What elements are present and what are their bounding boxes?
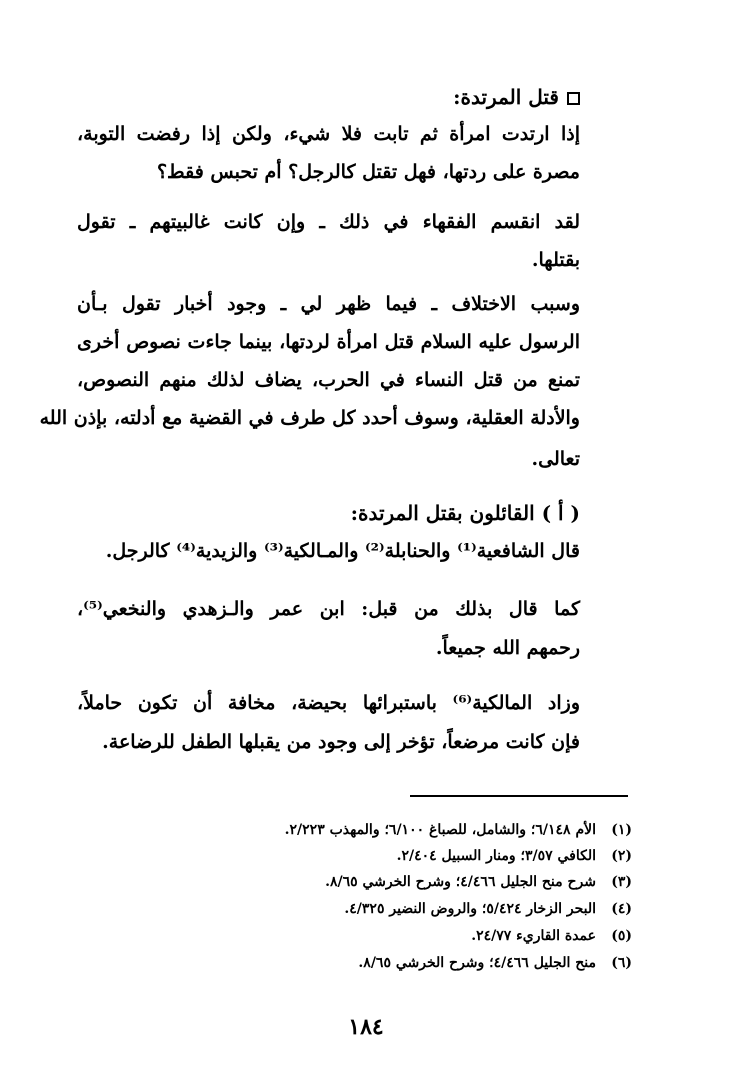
body-line-3: لقد انقسم الفقهاء في ذلك ـ وإن كانت غالبيتهم ـ تقول [77, 211, 580, 233]
footnote-number: (١) [611, 822, 632, 838]
footnote-number: (٢) [611, 848, 632, 864]
page-number: ١٨٤ [348, 1014, 384, 1040]
body-line-1: إذا ارتدت امرأة ثم تابت فلا شيء، ولكن إذا رفضت التوبة، [77, 123, 580, 145]
footnote-divider [410, 795, 628, 797]
body-line-2: مصرة على ردتها، فهل تقتل كالرجل؟ أم تحبس فقط؟ [156, 161, 580, 183]
subsection-line-4: وزاد المالكية⁽⁶⁾ باستبرائها بحيضة، مخافة أن تكون حاملاً، [77, 692, 580, 714]
section-heading [100, 84, 580, 110]
footnote-text: عمدة القاريء ٢٤/٧٧. [471, 928, 596, 944]
footnote-text: الكافي ٣/٥٧؛ ومنار السبيل ٢/٤٠٤. [396, 848, 596, 864]
footnote-text: البحر الزخار ٥/٤٢٤؛ والروض النضير ٤/٣٢٥. [344, 901, 596, 917]
footnote-text: الأم ٦/١٤٨؛ والشامل، للصباغ ٦/١٠٠؛ والمهذب ٢/٢٢٣. [284, 822, 596, 838]
footnote [471, 926, 632, 946]
footnote [344, 899, 632, 919]
body-line-9: تعالى. [531, 448, 580, 470]
subsection-line-3: رحمهم الله جميعاً. [435, 637, 580, 659]
body-line-4: بقتلها. [531, 249, 580, 271]
footnote [285, 820, 632, 840]
subsection-heading: ( أ ) القائلون بقتل المرتدة: [350, 501, 580, 525]
subsection-line-2: كما قال بذلك من قبل: ابن عمر والـزهدي والنخعي⁽⁵⁾، [77, 598, 580, 620]
footnote [325, 872, 632, 892]
footnote [358, 953, 632, 973]
footnote-number: (٦) [611, 955, 632, 971]
footnote-text: شرح منح الجليل ٤/٤٦٦؛ وشرح الخرشي ٨/٦٥. [325, 874, 596, 890]
body-line-7: تمنع من قتل النساء في الحرب، يضاف لذلك منهم النصوص، [77, 369, 580, 391]
subsection-line-5: فإن كانت مرضعاً، تؤخر إلى وجود من يقبلها الطفل للرضاعة. [102, 731, 580, 753]
section-title: قتل المرتدة: [453, 85, 559, 109]
footnote-number: (٣) [611, 874, 632, 890]
footnote [397, 846, 632, 866]
footnote-number: (٥) [611, 928, 632, 944]
body-line-6: الرسول عليه السلام قتل امرأة لردتها، بينما جاءت نصوص أخرى [77, 331, 580, 353]
footnote-number: (٤) [611, 901, 632, 917]
square-bullet-icon [567, 92, 580, 105]
body-line-8: والأدلة العقلية، وسوف أحدد كل طرف في القضية مع أدلته، بإذن الله [39, 407, 580, 429]
footnote-text: منح الجليل ٤/٤٦٦؛ وشرح الخرشي ٨/٦٥. [358, 955, 596, 971]
body-line-5: وسبب الاختلاف ـ فيما ظهر لي ـ وجود أخبار تقول بـأن [77, 293, 580, 315]
subsection-line-1: قال الشافعية⁽¹⁾ والحنابلة⁽²⁾ والمـالكية⁽³⁾ والزيدية⁽⁴⁾ كالرجل. [105, 540, 580, 562]
